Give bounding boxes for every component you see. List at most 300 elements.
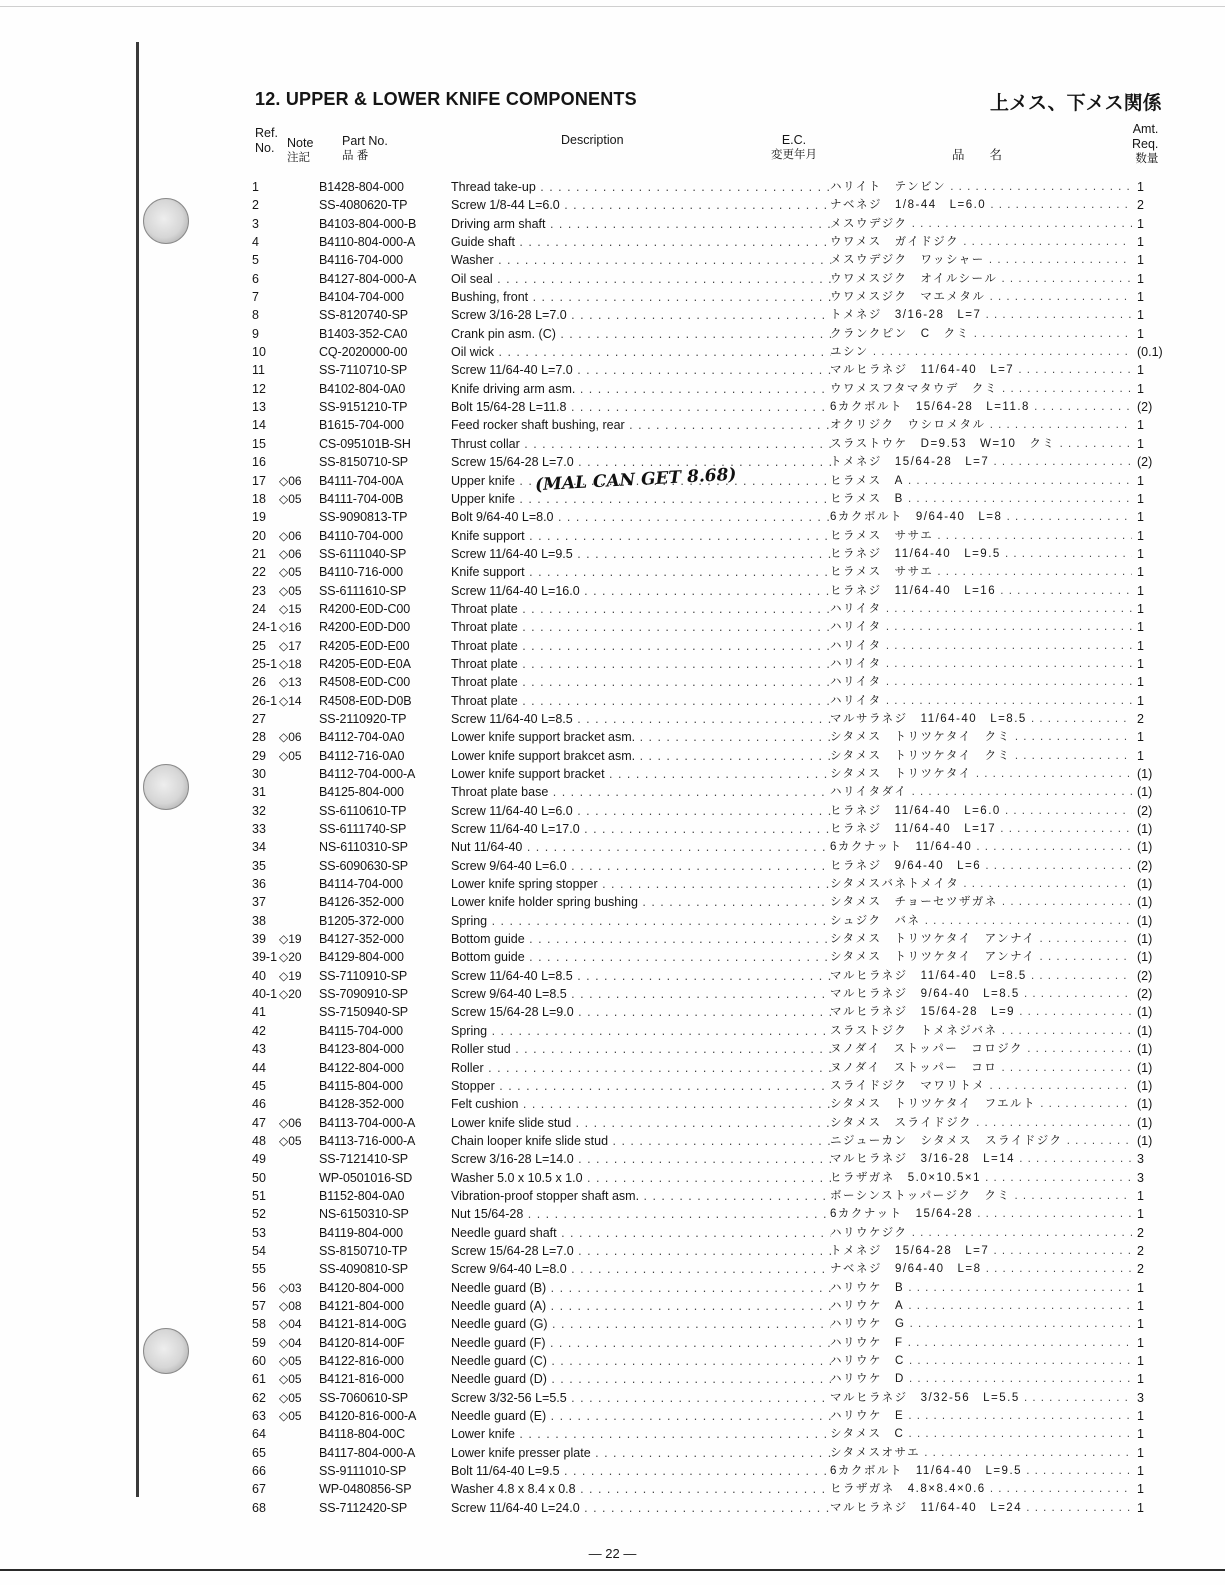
description: Lower knife presser plate . . . xyxy=(451,1444,831,1462)
amount-required: 1 xyxy=(1137,308,1144,323)
table-row xyxy=(252,967,1172,985)
table-row xyxy=(252,545,1172,563)
amount-required: 2 xyxy=(1137,1225,1144,1240)
description: Screw 11/64-40 L=9.5 . . . xyxy=(451,545,831,563)
table-row xyxy=(252,380,1172,398)
ref-number: 68 xyxy=(252,1500,266,1515)
japanese-name: ハリイタ . . . xyxy=(830,637,1132,655)
amount-required: (2) xyxy=(1137,803,1153,818)
ref-number: 61 xyxy=(252,1372,266,1387)
amount-required: 1 xyxy=(1137,1500,1144,1515)
amount-required: (1) xyxy=(1137,767,1153,781)
ref-number: 1 xyxy=(252,180,259,194)
table-row xyxy=(252,857,1172,875)
japanese-name: シタメス C . . . xyxy=(830,1425,1132,1443)
ref-number: 44 xyxy=(252,1060,266,1075)
japanese-name: 6カクナット 15/64-28 . . . xyxy=(830,1205,1132,1223)
ref-number: 45 xyxy=(252,1078,266,1093)
amount-required: 1 xyxy=(1137,436,1144,451)
table-row xyxy=(252,1022,1172,1040)
ref-number: 22 xyxy=(252,565,266,580)
part-number: SS-8150710-SP xyxy=(319,455,409,470)
part-number: B4125-804-000 xyxy=(319,785,404,800)
amount-required: (2) xyxy=(1137,987,1153,1002)
ref-number: 17 xyxy=(252,473,266,488)
part-number: B4121-816-000 xyxy=(319,1372,404,1387)
binder-hole xyxy=(143,1328,189,1374)
part-number: R4508-E0D-D0B xyxy=(319,693,412,708)
amount-required: 3 xyxy=(1137,1170,1144,1185)
table-row xyxy=(252,802,1172,820)
table-row xyxy=(252,948,1172,966)
part-number: WP-0480856-SP xyxy=(319,1482,412,1497)
ref-number: 24 xyxy=(252,601,266,616)
table-row xyxy=(252,1260,1172,1278)
page-title: 12. UPPER & LOWER KNIFE COMPONENTS xyxy=(255,89,637,109)
description: Lower knife support bracket . . . xyxy=(451,765,831,783)
table-row xyxy=(252,1095,1172,1113)
ref-number: 43 xyxy=(252,1042,266,1057)
description: Throat plate base . . . xyxy=(451,783,831,801)
part-number: SS-7090910-SP xyxy=(319,987,409,1002)
description: Chain looper knife slide stud . . . xyxy=(451,1132,831,1150)
description: Bottom guide . . . xyxy=(451,948,831,966)
amount-required: 1 xyxy=(1137,748,1144,763)
ref-number: 34 xyxy=(252,840,266,855)
page-title-jp: 上メス、下メス関係 xyxy=(990,93,1162,114)
amount-required: 1 xyxy=(1137,381,1144,396)
part-number: B4115-804-000 xyxy=(319,1078,403,1093)
ref-number: 2 xyxy=(252,198,259,213)
part-number: B4123-804-000 xyxy=(319,1042,404,1057)
amount-required: 1 xyxy=(1137,1280,1144,1295)
japanese-name: ウワメスジク マエメタル . . . xyxy=(830,288,1132,306)
table-row xyxy=(252,398,1172,416)
japanese-name: ユシン . . . xyxy=(830,343,1132,361)
part-number: B4110-704-000 xyxy=(319,528,403,543)
japanese-name: ナベネジ 9/64-40 L=8 . . . xyxy=(830,1260,1132,1278)
ref-number: 39 xyxy=(252,932,266,947)
amount-required: (1) xyxy=(1137,877,1153,892)
ref-number: 27 xyxy=(252,711,266,726)
note-code: ◇04 xyxy=(279,1335,302,1350)
amount-required: 1 xyxy=(1137,730,1144,745)
ref-number: 20 xyxy=(252,528,266,543)
part-number: SS-2110920-TP xyxy=(319,711,407,726)
amount-required: 1 xyxy=(1137,693,1144,708)
description: Washer 5.0 x 10.5 x 1.0 . . . xyxy=(451,1169,831,1187)
part-number: B4113-716-000-A xyxy=(319,1133,416,1148)
description: Guide shaft . . . xyxy=(451,233,831,251)
description: Upper knife . . . xyxy=(451,472,831,490)
table-row xyxy=(252,1370,1172,1388)
japanese-name: ハリイタダイ . . . xyxy=(830,783,1132,801)
ref-number: 19 xyxy=(252,510,266,525)
amount-required: 1 xyxy=(1137,565,1144,580)
amount-required: 1 xyxy=(1137,180,1144,194)
description: Nut 15/64-28 . . . xyxy=(451,1205,831,1223)
description: Needle guard (F) . . . xyxy=(451,1334,831,1352)
description: Needle guard (G) . . . xyxy=(451,1315,831,1333)
amount-required: 1 xyxy=(1137,1335,1144,1350)
japanese-name: ヒラメス A . . . xyxy=(830,472,1132,490)
note-code: ◇14 xyxy=(279,693,302,708)
table-row xyxy=(252,1444,1172,1462)
japanese-name: ハリウケ G . . . xyxy=(830,1315,1132,1333)
ref-number: 21 xyxy=(252,546,266,561)
description: Feed rocker shaft bushing, rear . . . xyxy=(451,416,831,434)
japanese-name: マルサラネジ 11/64-40 L=8.5 . . . xyxy=(830,710,1132,728)
japanese-name: ハリイタ . . . xyxy=(830,673,1132,691)
description: Vibration-proof stopper shaft asm. . . . xyxy=(451,1187,831,1205)
ref-number: 46 xyxy=(252,1097,266,1112)
table-row xyxy=(252,1114,1172,1132)
table-row xyxy=(252,728,1172,746)
part-number: B4115-704-000 xyxy=(319,1023,403,1038)
header-part-no: Part No. 品 番 xyxy=(342,134,388,162)
ref-number: 63 xyxy=(252,1409,266,1424)
amount-required: 1 xyxy=(1137,675,1144,690)
note-code: ◇06 xyxy=(279,473,302,488)
description: Knife driving arm asm. . . . xyxy=(451,380,831,398)
table-row xyxy=(252,1187,1172,1205)
amount-required: 1 xyxy=(1137,620,1144,635)
ref-number: 37 xyxy=(252,895,266,910)
part-number: R4205-E0D-E0A xyxy=(319,656,411,671)
part-number: B4122-816-000 xyxy=(319,1354,404,1368)
ref-number: 47 xyxy=(252,1115,266,1130)
note-code: ◇05 xyxy=(279,1354,302,1368)
amount-required: 1 xyxy=(1137,601,1144,616)
japanese-name: シタメスバネトメイタ . . . xyxy=(830,875,1132,893)
table-row xyxy=(252,1407,1172,1425)
japanese-name: ヒラネジ 11/64-40 L=17 . . . xyxy=(830,820,1132,838)
part-number: B4104-704-000 xyxy=(319,290,404,305)
table-row xyxy=(252,1334,1172,1352)
description: Upper knife . . . xyxy=(451,490,831,508)
amount-required: 2 xyxy=(1137,1243,1144,1258)
ref-number: 59 xyxy=(252,1335,266,1350)
part-number: SS-7110710-SP xyxy=(319,363,408,378)
ref-number: 40-1 xyxy=(252,987,278,1002)
amount-required: (1) xyxy=(1137,1097,1153,1112)
part-number: SS-7110910-SP xyxy=(319,968,408,983)
ref-number: 14 xyxy=(252,418,266,433)
japanese-name: シタメス チョーセツザガネ . . . xyxy=(830,893,1132,911)
part-number: B4113-704-000-A xyxy=(319,1115,416,1130)
amount-required: 1 xyxy=(1137,1317,1144,1332)
description: Screw 11/64-40 L=16.0 . . . xyxy=(451,582,831,600)
note-code: ◇18 xyxy=(279,656,302,671)
parts-list xyxy=(252,178,1172,1517)
part-number: SS-7150940-SP xyxy=(319,1005,409,1020)
amount-required: (1) xyxy=(1137,840,1153,855)
part-number: B4120-814-00F xyxy=(319,1335,405,1350)
table-row xyxy=(252,1132,1172,1150)
description: Spring . . . xyxy=(451,912,831,930)
amount-required: (1) xyxy=(1137,950,1153,965)
ref-number: 66 xyxy=(252,1464,266,1479)
ref-number: 23 xyxy=(252,583,266,598)
ref-number: 51 xyxy=(252,1188,266,1203)
table-row xyxy=(252,1003,1172,1021)
header-description: Description xyxy=(561,133,624,147)
table-row xyxy=(252,178,1172,196)
amount-required: 1 xyxy=(1137,528,1144,543)
ref-number: 10 xyxy=(252,345,266,360)
part-number: R4508-E0D-C00 xyxy=(319,675,411,690)
table-row xyxy=(252,1059,1172,1077)
japanese-name: ハリイタ . . . xyxy=(830,692,1132,710)
japanese-name: ヒラメス ササエ . . . xyxy=(830,527,1132,545)
amount-required: (1) xyxy=(1137,1115,1153,1130)
table-row xyxy=(252,618,1172,636)
part-number: SS-6111040-SP xyxy=(319,546,407,561)
ref-number: 50 xyxy=(252,1170,266,1185)
amount-required: (1) xyxy=(1137,785,1153,800)
japanese-name: マルヒラネジ 11/64-40 L=24 . . . xyxy=(830,1499,1132,1517)
japanese-name: 6カクボルト 9/64-40 L=8 . . . xyxy=(830,508,1132,526)
table-row xyxy=(252,251,1172,269)
japanese-name: ハリイト テンビン . . . xyxy=(830,178,1132,196)
part-number: B4117-804-000-A xyxy=(319,1445,416,1460)
part-number: CS-095101B-SH xyxy=(319,436,411,451)
header-note: Note 注記 xyxy=(287,136,314,164)
japanese-name: 6カクナット 11/64-40 . . . xyxy=(830,838,1132,856)
japanese-name: マルヒラネジ 11/64-40 L=8.5 . . . xyxy=(830,967,1132,985)
description: Stopper . . . xyxy=(451,1077,831,1095)
description: Needle guard (A) . . . xyxy=(451,1297,831,1315)
part-number: B1403-352-CA0 xyxy=(319,326,408,341)
amount-required: 2 xyxy=(1137,198,1144,213)
description: Screw 11/64-40 L=17.0 . . . xyxy=(451,820,831,838)
ref-number: 35 xyxy=(252,858,266,873)
part-number: CQ-2020000-00 xyxy=(319,345,408,360)
table-row xyxy=(252,912,1172,930)
header-amount: Amt. Req. 数量 xyxy=(1132,122,1159,165)
note-code: ◇19 xyxy=(279,932,302,947)
japanese-name: シタメス トリツケタイ クミ . . . xyxy=(830,728,1132,746)
ref-number: 13 xyxy=(252,400,266,415)
amount-required: 1 xyxy=(1137,583,1144,598)
table-row xyxy=(252,1205,1172,1223)
part-number: NS-6110310-SP xyxy=(319,840,408,855)
scan-top-edge xyxy=(0,6,1225,7)
description: Oil wick . . . xyxy=(451,343,831,361)
japanese-name: ヒラザガネ 4.8×8.4×0.6 . . . xyxy=(830,1480,1132,1498)
japanese-name: ハリイタ . . . xyxy=(830,618,1132,636)
part-number: B1615-704-000 xyxy=(319,418,404,433)
amount-required: (2) xyxy=(1137,858,1153,873)
ref-number: 60 xyxy=(252,1354,266,1368)
description: Bolt 11/64-40 L=9.5 . . . xyxy=(451,1462,831,1480)
japanese-name: ハリウケ A . . . xyxy=(830,1297,1132,1315)
ref-number: 29 xyxy=(252,748,266,763)
amount-required: (1) xyxy=(1137,1078,1153,1093)
note-code: ◇06 xyxy=(279,730,302,745)
amount-required: (1) xyxy=(1137,895,1153,910)
japanese-name: ヒラメス ササエ . . . xyxy=(830,563,1132,581)
japanese-name: ヒラメス B . . . xyxy=(830,490,1132,508)
amount-required: 1 xyxy=(1137,1409,1144,1424)
table-row xyxy=(252,270,1172,288)
amount-required: (2) xyxy=(1137,455,1153,470)
header-name-jp: 品 名 xyxy=(952,148,1003,162)
ref-number: 26-1 xyxy=(252,693,278,708)
table-row xyxy=(252,692,1172,710)
description: Screw 9/64-40 L=8.5 . . . xyxy=(451,985,831,1003)
table-row xyxy=(252,1389,1172,1407)
table-row xyxy=(252,985,1172,1003)
table-row xyxy=(252,820,1172,838)
amount-required: 1 xyxy=(1137,656,1144,671)
table-row xyxy=(252,1462,1172,1480)
japanese-name: ハリウケ D . . . xyxy=(830,1370,1132,1388)
part-number: SS-4090810-SP xyxy=(319,1262,409,1277)
table-row xyxy=(252,1297,1172,1315)
description: Roller . . . xyxy=(451,1059,831,1077)
description: Screw 11/64-40 L=24.0 . . . xyxy=(451,1499,831,1517)
part-number: R4200-E0D-C00 xyxy=(319,601,411,616)
note-code: ◇05 xyxy=(279,583,302,598)
part-number: B4127-804-000-A xyxy=(319,271,417,286)
header-ref: Ref. No. xyxy=(255,126,278,155)
table-row xyxy=(252,306,1172,324)
part-number: B4121-804-000 xyxy=(319,1298,404,1313)
ref-number: 39-1 xyxy=(252,950,278,965)
description: Lower knife slide stud . . . xyxy=(451,1114,831,1132)
description: Thread take-up . . . xyxy=(451,178,831,196)
part-number: B4121-814-00G xyxy=(319,1317,407,1332)
description: Thrust collar . . . xyxy=(451,435,831,453)
description: Throat plate . . . xyxy=(451,600,831,618)
ref-number: 48 xyxy=(252,1133,266,1148)
description: Screw 3/16-28 L=14.0 . . . xyxy=(451,1150,831,1168)
ref-number: 31 xyxy=(252,785,266,800)
japanese-name: ウワメスフタマタウデ クミ . . . xyxy=(830,380,1132,398)
ref-number: 25 xyxy=(252,638,266,653)
note-code: ◇06 xyxy=(279,546,302,561)
amount-required: (1) xyxy=(1137,1005,1153,1020)
table-row xyxy=(252,600,1172,618)
part-number: B1205-372-000 xyxy=(319,913,404,928)
japanese-name: 6カクボルト 15/64-28 L=11.8 . . . xyxy=(830,398,1132,416)
table-row xyxy=(252,361,1172,379)
description: Lower knife support bracket asm. . . . xyxy=(451,728,831,746)
ref-number: 36 xyxy=(252,877,266,892)
table-row xyxy=(252,582,1172,600)
part-number: B1152-804-0A0 xyxy=(319,1188,405,1203)
amount-required: 1 xyxy=(1137,1445,1144,1460)
part-number: SS-6090630-SP xyxy=(319,858,409,873)
japanese-name: スライドジク マワリトメ . . . xyxy=(830,1077,1132,1095)
japanese-name: ヒラネジ 11/64-40 L=6.0 . . . xyxy=(830,802,1132,820)
ref-number: 52 xyxy=(252,1207,266,1222)
part-number: SS-7121410-SP xyxy=(319,1152,409,1167)
japanese-name: マルヒラネジ 3/16-28 L=14 . . . xyxy=(830,1150,1132,1168)
japanese-name: ハリイタ . . . xyxy=(830,655,1132,673)
part-number: B4127-352-000 xyxy=(319,932,404,947)
note-code: ◇05 xyxy=(279,1372,302,1387)
amount-required: (1) xyxy=(1137,1133,1153,1148)
description: Roller stud . . . xyxy=(451,1040,831,1058)
amount-required: 1 xyxy=(1137,363,1144,378)
table-row xyxy=(252,930,1172,948)
amount-required: 1 xyxy=(1137,235,1144,250)
handwritten-note: (MAL CAN GET 8.68) xyxy=(534,464,737,496)
table-row xyxy=(252,196,1172,214)
amount-required: 1 xyxy=(1137,253,1144,268)
note-code: ◇16 xyxy=(279,620,302,635)
note-code: ◇03 xyxy=(279,1280,302,1295)
part-number: B4103-804-000-B xyxy=(319,216,417,231)
ref-number: 26 xyxy=(252,675,266,690)
japanese-name: ハリウケ E . . . xyxy=(830,1407,1132,1425)
japanese-name: スラストジク トメネジバネ . . . xyxy=(830,1022,1132,1040)
ref-number: 53 xyxy=(252,1225,266,1240)
amount-required: 1 xyxy=(1137,326,1144,341)
japanese-name: ニジューカン シタメス スライドジク . . . xyxy=(830,1132,1132,1150)
japanese-name: ボーシンストッパージク クミ . . . xyxy=(830,1187,1132,1205)
ref-number: 40 xyxy=(252,968,266,983)
japanese-name: ハリウケ F . . . xyxy=(830,1334,1132,1352)
table-row xyxy=(252,527,1172,545)
part-number: SS-9111010-SP xyxy=(319,1464,407,1479)
ref-number: 8 xyxy=(252,308,259,323)
note-code: ◇17 xyxy=(279,638,302,653)
table-row xyxy=(252,1169,1172,1187)
table-row xyxy=(252,838,1172,856)
table-row xyxy=(252,563,1172,581)
amount-required: 1 xyxy=(1137,1354,1144,1368)
ref-number: 6 xyxy=(252,271,259,286)
japanese-name: シタメス スライドジク . . . xyxy=(830,1114,1132,1132)
japanese-name: シタメス トリツケタイ アンナイ . . . xyxy=(830,948,1132,966)
description: Throat plate . . . xyxy=(451,618,831,636)
table-row xyxy=(252,215,1172,233)
description: Lower knife support brakcet asm. . . . xyxy=(451,747,831,765)
part-number: SS-8120740-SP xyxy=(319,308,409,323)
japanese-name: シタメス トリツケタイ フエルト . . . xyxy=(830,1095,1132,1113)
table-row xyxy=(252,875,1172,893)
amount-required: 2 xyxy=(1137,1262,1144,1277)
part-number: B4112-704-0A0 xyxy=(319,730,405,745)
description: Felt cushion . . . xyxy=(451,1095,831,1113)
ref-number: 12 xyxy=(252,381,266,396)
amount-required: 1 xyxy=(1137,1207,1144,1222)
table-row xyxy=(252,1480,1172,1498)
japanese-name: ヒラネジ 11/64-40 L=9.5 . . . xyxy=(830,545,1132,563)
description: Throat plate . . . xyxy=(451,673,831,691)
japanese-name: トメネジ 15/64-28 L=7 . . . xyxy=(830,1242,1132,1260)
note-code: ◇05 xyxy=(279,1409,302,1424)
table-row xyxy=(252,1279,1172,1297)
japanese-name: シタメスオサエ . . . xyxy=(830,1444,1132,1462)
part-number: SS-9151210-TP xyxy=(319,400,408,415)
note-code: ◇19 xyxy=(279,968,302,983)
part-number: B4118-804-00C xyxy=(319,1427,406,1442)
description: Nut 11/64-40 . . . xyxy=(451,838,831,856)
amount-required: 3 xyxy=(1137,1390,1144,1405)
part-number: B4128-352-000 xyxy=(319,1097,404,1112)
part-number: B4120-816-000-A xyxy=(319,1409,417,1424)
scan-bottom-edge xyxy=(0,1569,1225,1571)
amount-required: (0.1) xyxy=(1137,345,1163,360)
japanese-name: ヌノダイ ストッパー コロジク . . . xyxy=(830,1040,1132,1058)
table-row xyxy=(252,783,1172,801)
japanese-name: マルヒラネジ 3/32-56 L=5.5 . . . xyxy=(830,1389,1132,1407)
note-code: ◇20 xyxy=(279,950,302,965)
